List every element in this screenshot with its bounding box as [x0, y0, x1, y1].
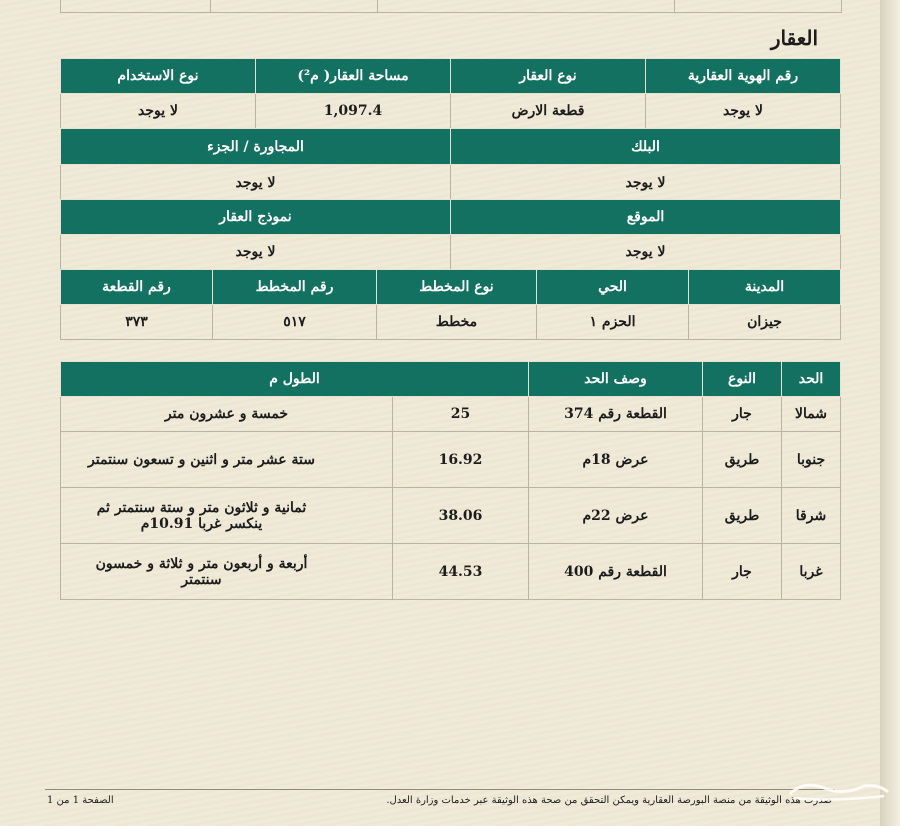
value-property-model: لا يوجد: [61, 235, 451, 270]
boundary-description: القطعة رقم 374: [529, 397, 703, 432]
value-property-area: 1,097.4: [256, 94, 451, 129]
value-property-id: لا يوجد: [646, 94, 841, 129]
boundary-side: جنوبا: [782, 432, 841, 488]
header-property-area: مساحة العقار( م²): [256, 59, 451, 94]
header-plan-number: رقم المخطط: [213, 270, 377, 305]
section-title: العقار: [770, 26, 818, 50]
footer-divider: [45, 789, 835, 790]
boundary-length: 25: [393, 397, 529, 432]
boundary-length: 38.06: [393, 488, 529, 544]
boundary-length-text: أربعة و أربعون متر و ثلاثة و خمسون سنتمتر: [61, 544, 393, 600]
footer-note: صدرت هذه الوثيقة من منصة البورصة العقارية ويمكن التحقق من صحة هذه الوثيقة عبر خدمات وزارة العدل.: [386, 795, 832, 806]
property-table-row3: [60, 199, 841, 270]
header-boundary: الحد: [782, 362, 841, 397]
header-usage-type: نوع الاستخدام: [61, 59, 256, 94]
boundary-length: 16.92: [393, 432, 529, 488]
header-property-type: نوع العقار: [451, 59, 646, 94]
value-plan-number: ٥١٧: [213, 305, 377, 340]
boundary-side: غربا: [782, 544, 841, 600]
header-plot-number: رقم القطعة: [61, 270, 213, 305]
page-edge: [880, 0, 900, 826]
header-boundary-type: النوع: [703, 362, 782, 397]
header-length: الطول م: [61, 362, 529, 397]
header-location: الموقع: [451, 200, 841, 235]
property-table-row2: [60, 128, 841, 201]
haraj-watermark-logo: [784, 774, 894, 804]
header-property-model: نموذج العقار: [61, 200, 451, 235]
boundary-length-text: خمسة و عشرون متر: [61, 397, 393, 432]
value-location: لا يوجد: [451, 235, 841, 270]
header-block: البلك: [451, 129, 841, 165]
boundary-description: عرض 18م: [529, 432, 703, 488]
value-property-type: قطعة الارض: [451, 94, 646, 129]
value-neighborhood-part: لا يوجد: [61, 165, 451, 201]
boundaries-table: [60, 361, 841, 600]
header-plan-type: نوع المخطط: [377, 270, 537, 305]
table-row: [61, 432, 841, 488]
boundary-side: شمالا: [782, 397, 841, 432]
header-district: الحي: [537, 270, 689, 305]
value-plot-number: ٣٧٣: [61, 305, 213, 340]
boundary-type: طريق: [703, 432, 782, 488]
header-boundary-description: وصف الحد: [529, 362, 703, 397]
boundary-description: عرض 22م: [529, 488, 703, 544]
value-plan-type: مخطط: [377, 305, 537, 340]
boundary-length-text: ستة عشر متر و اثنين و تسعون سنتمتر: [61, 432, 393, 488]
boundary-length-text: ثمانية و ثلاثون متر و ستة سنتمتر ثم ينكسر غربا 10.91م: [61, 488, 393, 544]
property-table-row1: [60, 58, 841, 129]
boundary-length: 44.53: [393, 544, 529, 600]
property-table-row4: [60, 269, 841, 340]
value-block: لا يوجد: [451, 165, 841, 201]
value-city: جيزان: [689, 305, 841, 340]
table-row: [61, 397, 841, 432]
header-neighborhood-part: المجاورة / الجزء: [61, 129, 451, 165]
previous-table-remnant: [60, 0, 842, 13]
boundary-type: طريق: [703, 488, 782, 544]
boundary-side: شرقا: [782, 488, 841, 544]
value-district: الحزم ١: [537, 305, 689, 340]
boundary-type: جار: [703, 397, 782, 432]
boundary-description: القطعة رقم 400: [529, 544, 703, 600]
table-row: [61, 488, 841, 544]
boundary-type: جار: [703, 544, 782, 600]
table-row: [61, 544, 841, 600]
header-property-id: رقم الهوية العقارية: [646, 59, 841, 94]
page-number: الصفحة 1 من 1: [47, 795, 114, 806]
value-usage-type: لا يوجد: [61, 94, 256, 129]
header-city: المدينة: [689, 270, 841, 305]
